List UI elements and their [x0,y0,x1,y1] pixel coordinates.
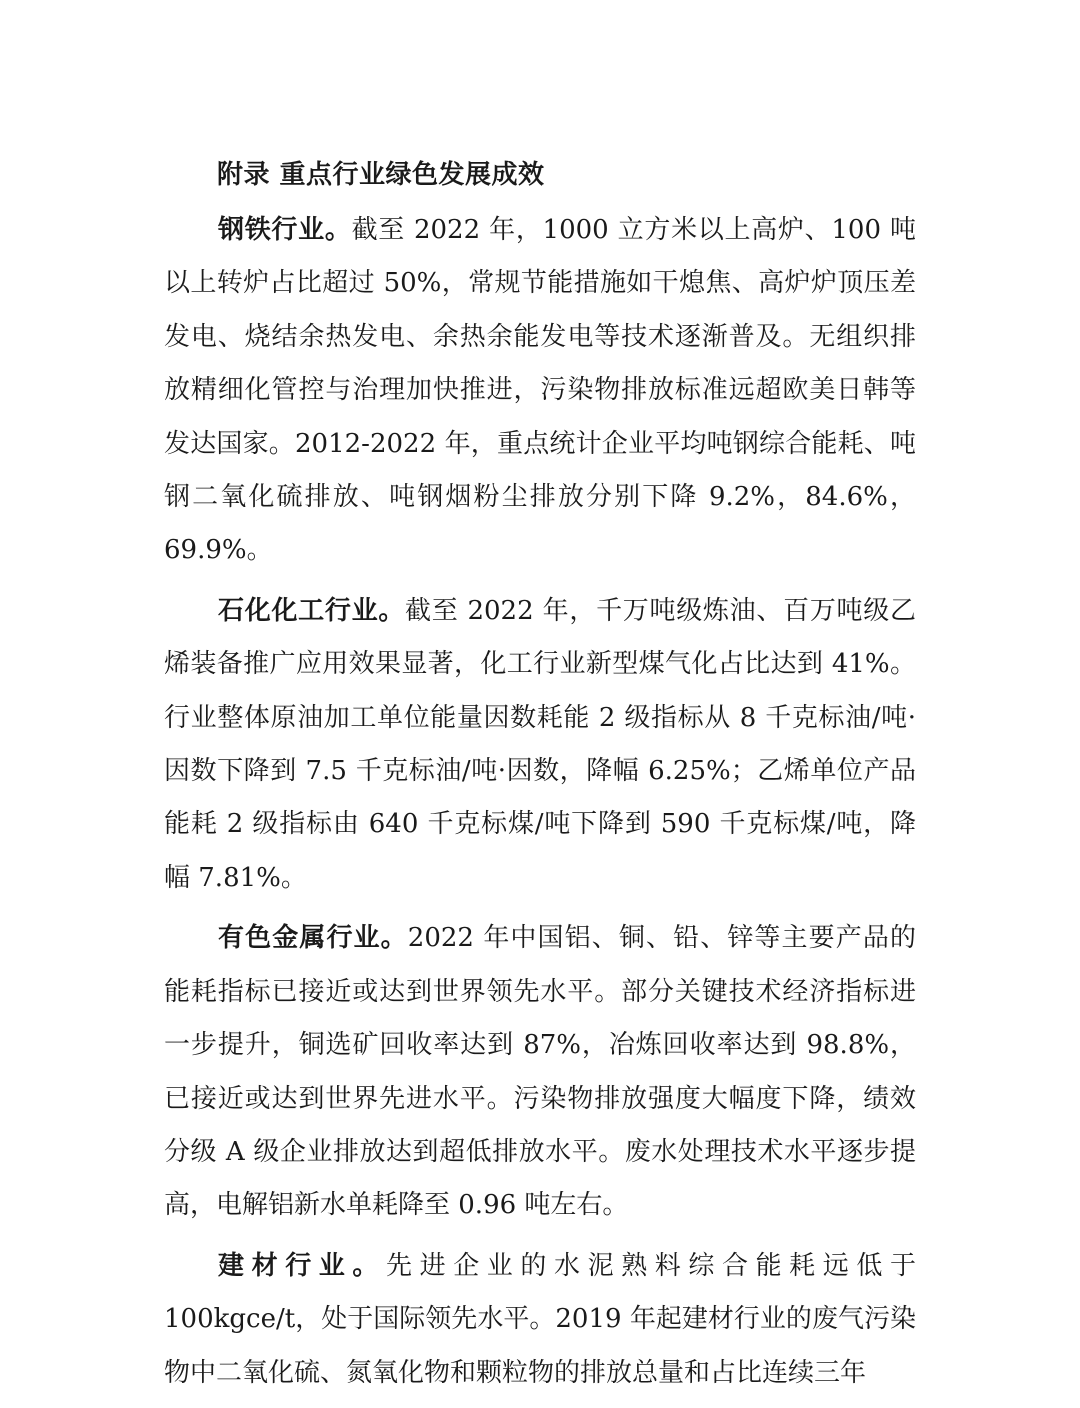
paragraph-text: 先进企业的水泥熟料综合能耗远低于 100kgce/t，处于国际领先水平。2019 年起建材行业的废气污染物中二氧化硫、氮氧化物和颗粒物的排放总量和占比连续三年 [164,1250,916,1388]
paragraph-petrochemical [164,585,916,905]
paragraph-nonferrous-metals [164,912,916,1232]
paragraph-lead: 石化化工行业。 [218,595,406,626]
appendix-title: 附录 重点行业绿色发展成效 [217,160,545,190]
paragraph-building-materials [164,1240,916,1400]
paragraph-lead: 钢铁行业。 [218,215,352,245]
paragraph-lead: 建材行业。 [218,1250,386,1281]
paragraph-lead: 有色金属行业。 [218,923,408,954]
paragraph-steel [164,204,916,578]
paragraph-text: 2022 年中国铝、铜、铅、锌等主要产品的能耗指标已接近或达到世界领先水平。部分关键技术经济指标进一步提升，铜选矿回收率达到 87%，冶炼回收率达到 98.8%，已接近或达到世界先进水平。污染物排放强度大幅度下降，绩效分级 A 级企业排放达到超低排放水平。废水处理技术水平逐步提高，电解铝新水单耗降至 0.96 吨左右。 [164,923,916,1221]
paragraph-text: 截至 2022 年，千万吨级炼油、百万吨级乙烯装备推广应用效果显著，化工行业新型煤气化占比达到 41%。行业整体原油加工单位能量因数耗能 2 级指标从 8 千克标油/吨·因数下降到 7.5 千克标油/吨·因数，降幅 6.25%；乙烯单位产品能耗 2 级指标由 640 千克标煤/吨下降到 590 千克标煤/吨，降幅 7.81%。 [164,595,916,893]
document-body [164,204,916,1407]
paragraph-text: 截至 2022 年，1000 立方米以上高炉、100 吨以上转炉占比超过 50%，常规节能措施如干熄焦、高炉炉顶压差发电、烧结余热发电、余热余能发电等技术逐渐普及。无组织排放精细化管控与治理加快推进，污染物排放标准远超欧美日韩等发达国家。2012-2022 年，重点统计企业平均吨钢综合能耗、吨钢二氧化硫排放、吨钢烟粉尘排放分别下降 9.2%，84.6%，69.9%。 [164,215,916,566]
